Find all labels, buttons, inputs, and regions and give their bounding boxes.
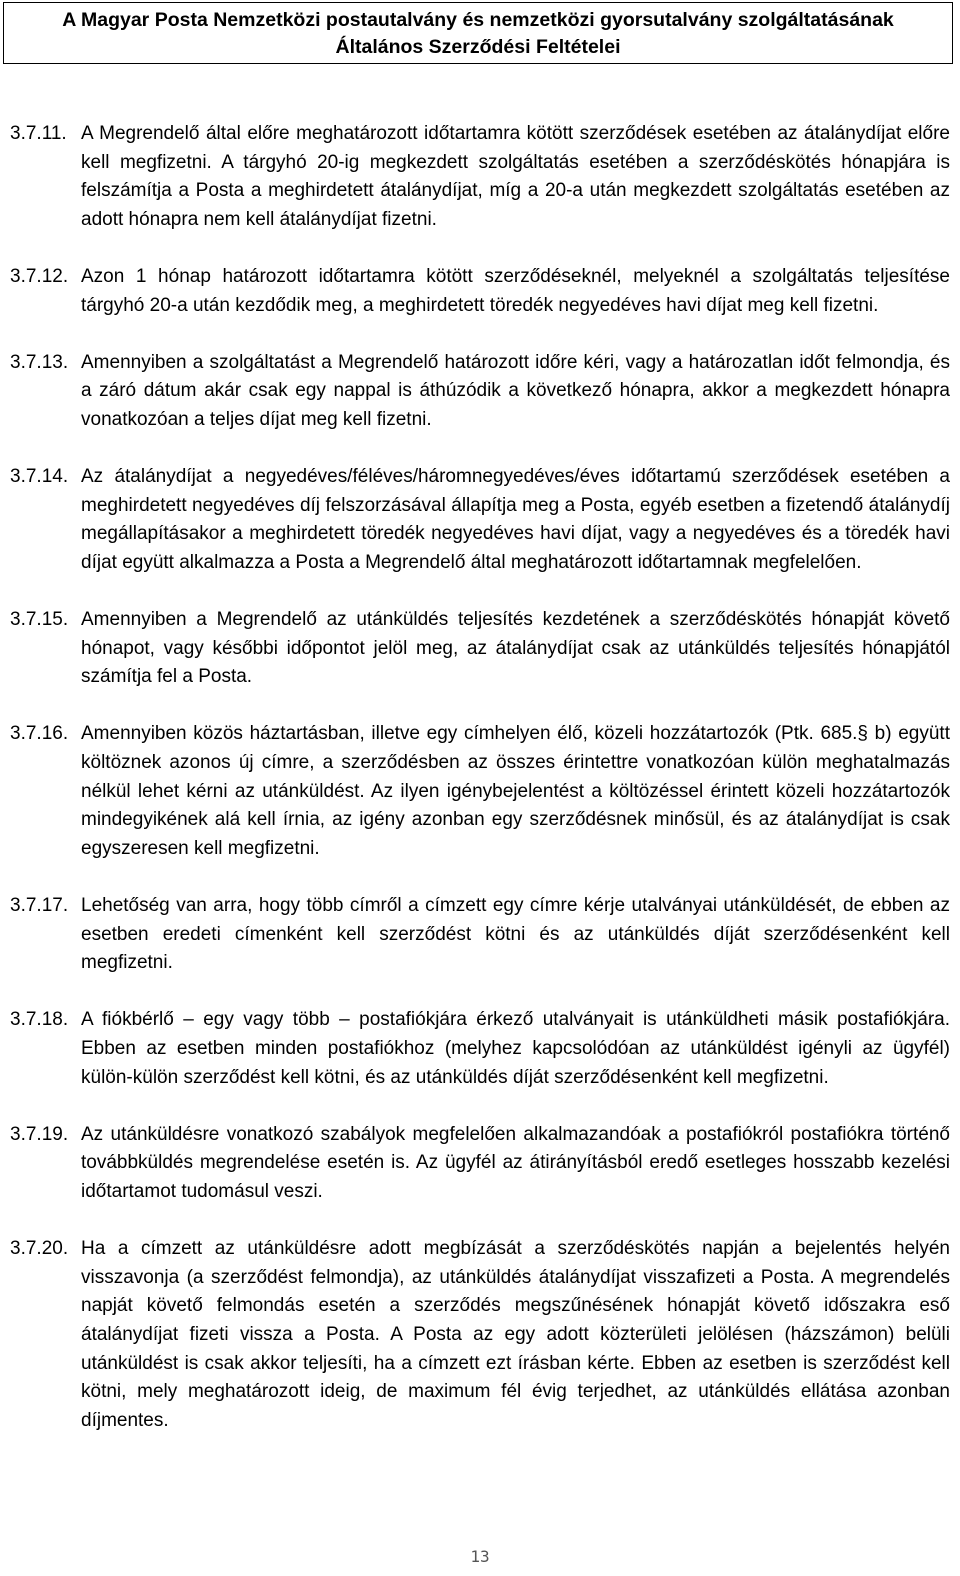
section-number: 3.7.14. [10,466,69,488]
section-3-7-14 [10,463,950,577]
header-title-line-1: A Magyar Posta Nemzetközi postautalvány és nemzetközi gyorsutalvány szolgáltatásának [62,9,894,31]
section-number: 3.7.12. [10,265,69,287]
section-3-7-16 [10,720,950,863]
section-text: Azon 1 hónap határozott időtartamra kötött szerződéseknél, melyeknél a szolgáltatás teljesítése tárgyhó 20-a után kezdődik meg, a meghirdetett töredék negyedéves havi díjat meg kell fizetni. [81,265,950,316]
section-number: 3.7.18. [10,1009,69,1031]
section-number: 3.7.17. [10,895,69,917]
section-text: Amennyiben közös háztartásban, illetve egy címhelyen élő, közeli hozzátartozók (Ptk. 685.§ b) együtt költöznek azonos új címre, a szerződésben az összes érintettre vonatkozóan külön meghatalmazás nélkül lehet kérni az utánküldést. Az ilyen igénybejelentést a költözéssel érintett közeli hozzátartozók mindegyikének alá kell írnia, az igény azonban egy szerződésnek minősül, és az átalánydíjat is csak egyszeresen kell megfizetni. [81,723,950,859]
section-text: Az átalánydíjat a negyedéves/féléves/háromnegyedéves/éves időtartamú szerződések esetében a meghirdetett negyedéves díj felszorzásával állapítja meg a Posta, egyéb esetben a fizetendő átalánydíj megállapításakor a meghirdetett töredék negyedéves havi díjat, vagy a negyedéves és a töredék havi díjat együtt alkalmazza a Posta a Megrendelő által meghatározott időtartamnak megfelelően. [81,466,950,573]
section-3-7-20 [10,1235,950,1435]
section-number: 3.7.11. [10,123,67,144]
section-3-7-19 [10,1121,950,1207]
section-text: A fiókbérlő – egy vagy több – postafiókjára érkező utalványait is utánküldheti másik postafiókjára. Ebben az esetben minden postafiókhoz (melyhez kapcsolódóan az utánküldést igényli az ügyfél) külön-külön szerződést kell kötni, és az utánküldés díját szerződésenként kell megfizetni. [81,1009,950,1088]
section-3-7-15 [10,606,950,692]
header-title-line-2: Általános Szerződési Feltételei [335,36,621,58]
section-text: Amennyiben a Megrendelő az utánküldés teljesítés kezdetének a szerződéskötés hónapját követő hónapot, vagy későbbi időpontot jelöl meg, az átalánydíjat csak az utánküldés teljesítés hónapjától számítja fel a Posta. [81,609,950,688]
section-number: 3.7.13. [10,351,69,373]
section-list [10,120,950,1464]
page-number: 13 [470,1547,490,1566]
section-text: Lehetőség van arra, hogy több címről a címzett egy címre kérje utalványai utánküldését, de ebben az esetben eredeti címenként kell szerződést kötni és az utánküldés díját szerződésenként kell megfizetni. [81,895,950,974]
section-3-7-18 [10,1006,950,1092]
section-text: Amennyiben a szolgáltatást a Megrendelő határozott időre kéri, vagy a határozatlan időt felmondja, és a záró dátum akár csak egy nappal is áthúzódik a következő hónapra, akkor a megkezdett hónapra vonatkozóan a teljes díjat meg kell fizetni. [81,351,950,430]
section-text: Ha a címzett az utánküldésre adott megbízását a szerződéskötés napján a bejelentés helyén visszavonja (a szerződést felmondja), az utánküldés átalánydíjat visszafizeti a Posta. A megrendelés napját követő felmondás esetén a szerződés megszűnésének hónapját követő időszakra eső átalánydíjat fizeti vissza a Posta. A Posta az egy adott közterületi jelölésen (házszámon) belüli utánküldést is csak akkor teljesíti, ha a címzett ezt írásban kérte. Ebben az esetben is szerződést kell kötni, mely meghatározott ideig, de maximum fél évig terjedhet, az utánküldés ellátása azonban díjmentes. [81,1238,950,1431]
section-3-7-11 [10,120,950,234]
section-number: 3.7.15. [10,609,69,631]
document-header [3,2,953,64]
section-number: 3.7.16. [10,723,69,745]
section-3-7-13 [10,349,950,435]
section-3-7-17 [10,892,950,978]
section-number: 3.7.19. [10,1123,69,1145]
section-3-7-12 [10,263,950,320]
section-number: 3.7.20. [10,1238,69,1260]
section-text: A Megrendelő által előre meghatározott időtartamra kötött szerződések esetében az átalánydíjat előre kell megfizetni. A tárgyhó 20-ig megkezdett szolgáltatás esetében a szerződéskötés hónapjára is felszámítja a Posta a meghirdetett átalánydíjat, míg a 20-a után megkezdett szolgáltatás esetében az adott hónapra nem kell átalánydíjat fizetni. [81,123,950,230]
section-text: Az utánküldésre vonatkozó szabályok megfelelően alkalmazandóak a postafiókról postafiókra történő továbbküldés megrendelése esetén is. Az ügyfél az átirányításból eredő esetleges hosszabb kezelési időtartamot tudomásul veszi. [81,1123,950,1202]
